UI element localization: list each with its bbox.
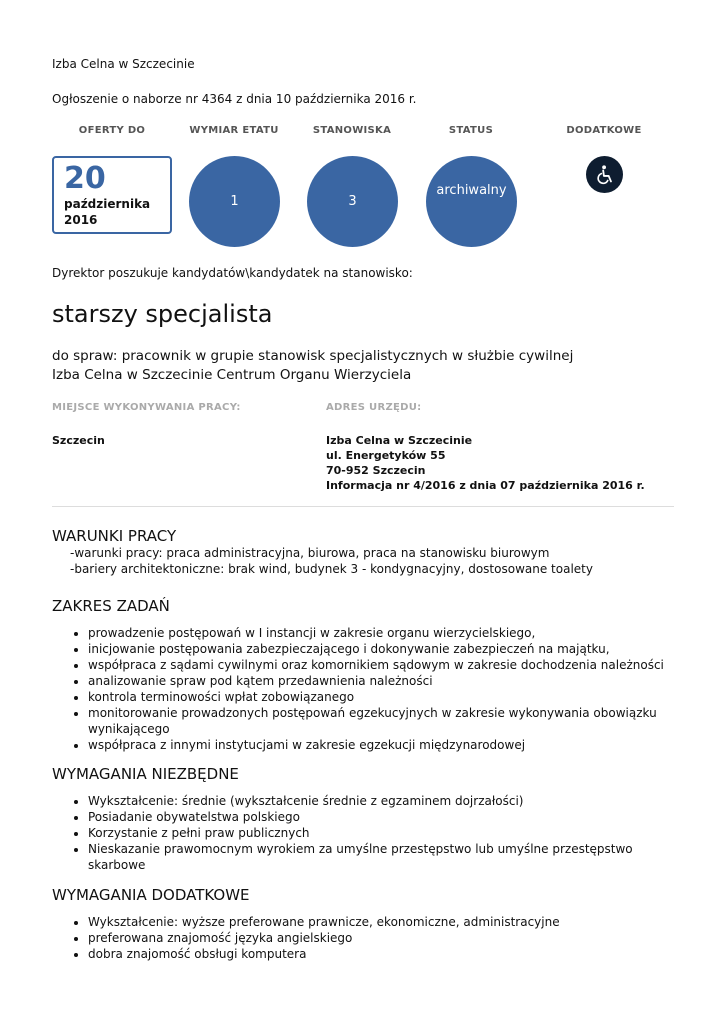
list-item: • monitorowanie prowadzonych postępowań egzekucyjnych w zakresie wykonywania obowiązku wynikającego xyxy=(88,705,674,737)
duties-heading: ZAKRES ZADAŃ xyxy=(52,597,170,615)
additional-heading: WYMAGANIA DODATKOWE xyxy=(52,886,250,904)
duties-list xyxy=(70,625,674,753)
wheelchair-accessibility-icon xyxy=(586,156,623,193)
conditions-line: -warunki pracy: praca administracyjna, biurowa, praca na stanowisku biurowym xyxy=(70,546,550,560)
office-address-line: ul. Energetyków 55 xyxy=(326,449,446,462)
list-item: • prowadzenie postępowań w I instancji w zakresie organu wierzycielskiego, xyxy=(88,625,674,641)
position-scope: do spraw: pracownik w grupie stanowisk specjalistycznych w służbie cywilnej xyxy=(52,348,574,364)
list-item: • współpraca z innymi instytucjami w zakresie egzekucji międzynarodowej xyxy=(88,737,674,753)
notice-title: Ogłoszenie o naborze nr 4364 z dnia 10 października 2016 r. xyxy=(52,92,417,106)
organization-name: Izba Celna w Szczecinie xyxy=(52,57,195,71)
deadline-box xyxy=(52,156,172,234)
conditions-heading: WARUNKI PRACY xyxy=(52,527,177,545)
office-address-line: Izba Celna w Szczecinie xyxy=(326,434,473,447)
intro-text: Dyrektor poszukuje kandydatów\kandydatek na stanowisko: xyxy=(52,266,413,280)
label-status: STATUS xyxy=(448,125,494,136)
list-item: • Wykształcenie: wyższe preferowane prawnicze, ekonomiczne, administracyjne xyxy=(88,914,560,930)
list-item: • Posiadanie obywatelstwa polskiego xyxy=(88,809,674,825)
list-item: • współpraca z sądami cywilnymi oraz komornikiem sądowym w zakresie dochodzenia należności xyxy=(88,657,674,673)
office-address-label: ADRES URZĘDU: xyxy=(326,402,422,413)
position-title: starszy specjalista xyxy=(52,300,273,328)
status-value: archiwalny xyxy=(436,183,507,198)
divider xyxy=(52,506,674,507)
position-unit: Izba Celna w Szczecinie Centrum Organu Wierzyciela xyxy=(52,367,412,383)
list-item: • dobra znajomość obsługi komputera xyxy=(88,946,560,962)
required-heading: WYMAGANIA NIEZBĘDNE xyxy=(52,765,239,783)
label-additional: DODATKOWE xyxy=(566,125,642,136)
office-address-line: 70-952 Szczecin xyxy=(326,464,426,477)
workplace-label: MIEJSCE WYKONYWANIA PRACY: xyxy=(52,402,241,413)
status-circle xyxy=(426,156,517,247)
list-item: • Korzystanie z pełni praw publicznych xyxy=(88,825,674,841)
list-item: • Wykształcenie: średnie (wykształcenie średnie z egzaminem dojrzałości) xyxy=(88,793,674,809)
list-item: • inicjowanie postępowania zabezpieczającego i dokonywanie zabezpieczeń na majątku, xyxy=(88,641,674,657)
fte-circle xyxy=(189,156,280,247)
deadline-day: 20 xyxy=(64,161,106,196)
additional-list xyxy=(70,914,560,962)
label-offers-until: OFERTY DO xyxy=(78,125,146,136)
office-address xyxy=(326,433,645,493)
fte-value: 1 xyxy=(230,194,239,209)
list-item: • kontrola terminowości wpłat zobowiązanego xyxy=(88,689,674,705)
conditions-line: -bariery architektoniczne: brak wind, budynek 3 - kondygnacyjny, dostosowane toalety xyxy=(70,562,593,576)
list-item: • preferowana znajomość języka angielskiego xyxy=(88,930,560,946)
positions-circle xyxy=(307,156,398,247)
positions-value: 3 xyxy=(348,194,357,209)
list-item: • Nieskazanie prawomocnym wyrokiem za umyślne przestępstwo lub umyślne przestępstwo skarbowe xyxy=(88,841,674,873)
label-fte: WYMIAR ETATU xyxy=(189,125,279,136)
label-positions: STANOWISKA xyxy=(312,125,392,136)
required-list xyxy=(70,793,674,873)
office-address-line: Informacja nr 4/2016 z dnia 07 października 2016 r. xyxy=(326,479,645,492)
workplace-value: Szczecin xyxy=(52,434,105,447)
deadline-month-year: października 2016 xyxy=(64,197,151,227)
list-item: • analizowanie spraw pod kątem przedawnienia należności xyxy=(88,673,674,689)
